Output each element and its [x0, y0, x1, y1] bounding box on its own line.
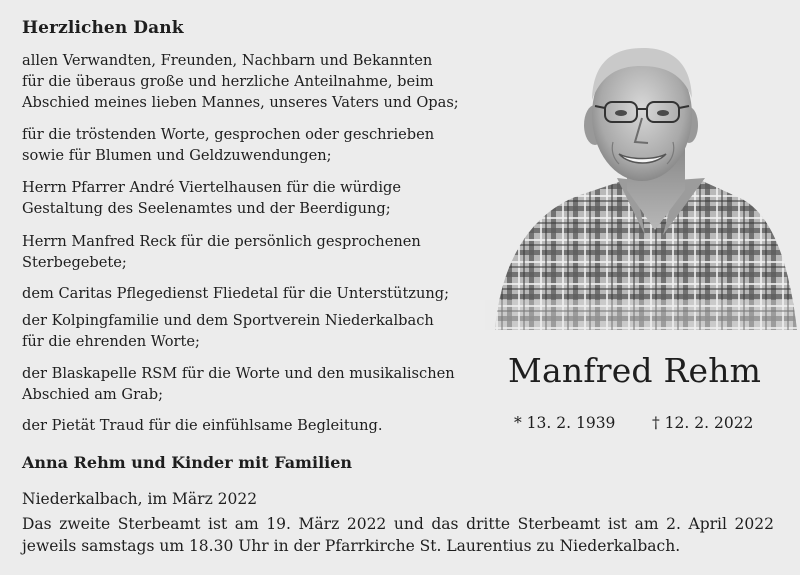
thanks-paragraph-6: der Kolpingfamilie und dem Sportverein Niederkalbach für die ehrenden Worte; [22, 312, 434, 350]
thanks-paragraph-7: der Blaskapelle RSM für die Worte und den musikalischen Abschied am Grab; [22, 365, 455, 403]
portrait-photo [485, 30, 800, 330]
mass-announcement [22, 513, 774, 557]
thanks-paragraph-3: Herrn Pfarrer André Viertelhausen für die würdige Gestaltung des Seelenamtes und der Beerdigung; [22, 179, 401, 217]
thanks-paragraph-5: dem Caritas Pflegedienst Fliedetal für die Unterstützung; [22, 285, 450, 302]
mass-announcement-line-1: Das zweite Sterbeamt ist am 19. März 2022 und das dritte Sterbeamt ist am 2. April 2022 [22, 515, 774, 533]
deceased-name: Manfred Rehm [508, 351, 762, 390]
family-signature: Anna Rehm und Kinder mit Familien [22, 453, 353, 472]
thanks-paragraph-4: Herrn Manfred Reck für die persönlich gesprochenen Sterbegebete; [22, 233, 421, 271]
thanks-paragraph-1: allen Verwandten, Freunden, Nachbarn und Bekannten für die überaus große und herzliche Anteilnahme, beim Abschied meines lieben Mannes, unseres Vaters und Opas; [22, 52, 459, 111]
thanks-paragraph-2: für die tröstenden Worte, gesprochen oder geschrieben sowie für Blumen und Geldzuwendungen; [22, 126, 435, 164]
birth-date: * 13. 2. 1939 [514, 414, 616, 432]
thanks-paragraph-8: der Pietät Traud für die einfühlsame Begleitung. [22, 417, 383, 434]
heading: Herzlichen Dank [22, 18, 184, 38]
place-date: Niederkalbach, im März 2022 [22, 490, 258, 508]
death-date: † 12. 2. 2022 [652, 414, 754, 432]
mass-announcement-line-2: jeweils samstags um 18.30 Uhr in der Pfarrkirche St. Laurentius zu Niederkalbach. [22, 537, 681, 555]
